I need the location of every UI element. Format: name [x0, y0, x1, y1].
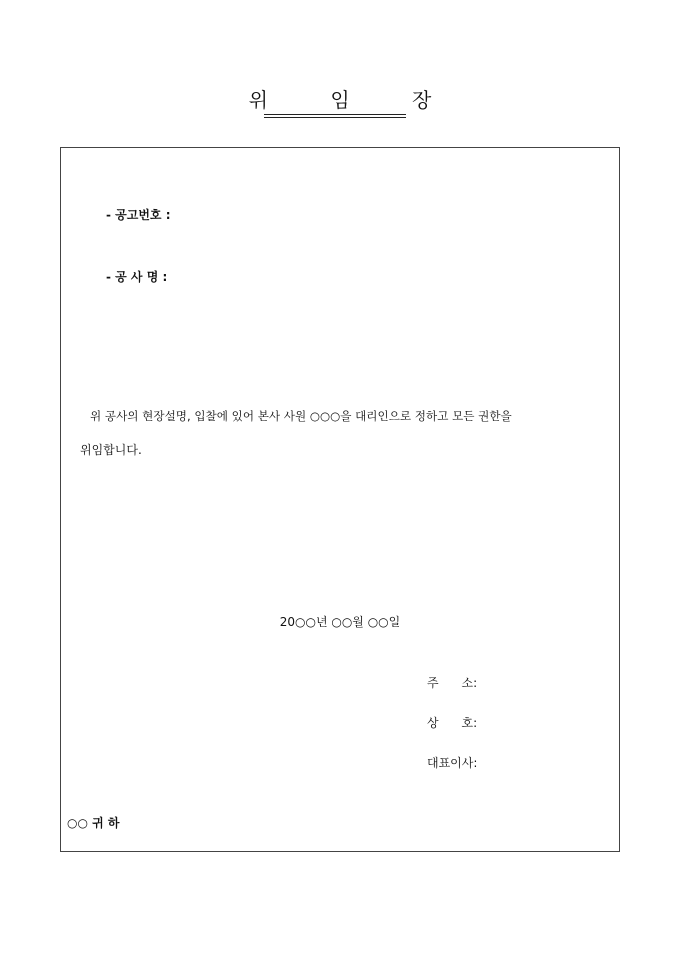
document-frame — [60, 147, 620, 852]
company-label: 상 호: — [427, 716, 478, 730]
address-label: 주 소: — [427, 676, 478, 690]
recipient: ○○ 귀 하 — [67, 816, 120, 830]
title-underline-bottom — [264, 117, 406, 118]
body-line-1: 위 공사의 현장설명, 입찰에 있어 본사 사원 ○○○을 대리인으로 정하고 모든 권한을 — [90, 409, 512, 423]
notice-number-label: - 공고번호 : — [106, 208, 171, 222]
document-title: 위 임 장 — [248, 88, 460, 112]
body-line-2: 위임합니다. — [80, 443, 142, 457]
document-date: 20○○년 ○○월 ○○일 — [279, 615, 401, 629]
project-name-label: - 공 사 명 : — [106, 270, 168, 284]
title-underline-top — [264, 114, 406, 115]
ceo-label: 대표이사: — [427, 756, 478, 770]
